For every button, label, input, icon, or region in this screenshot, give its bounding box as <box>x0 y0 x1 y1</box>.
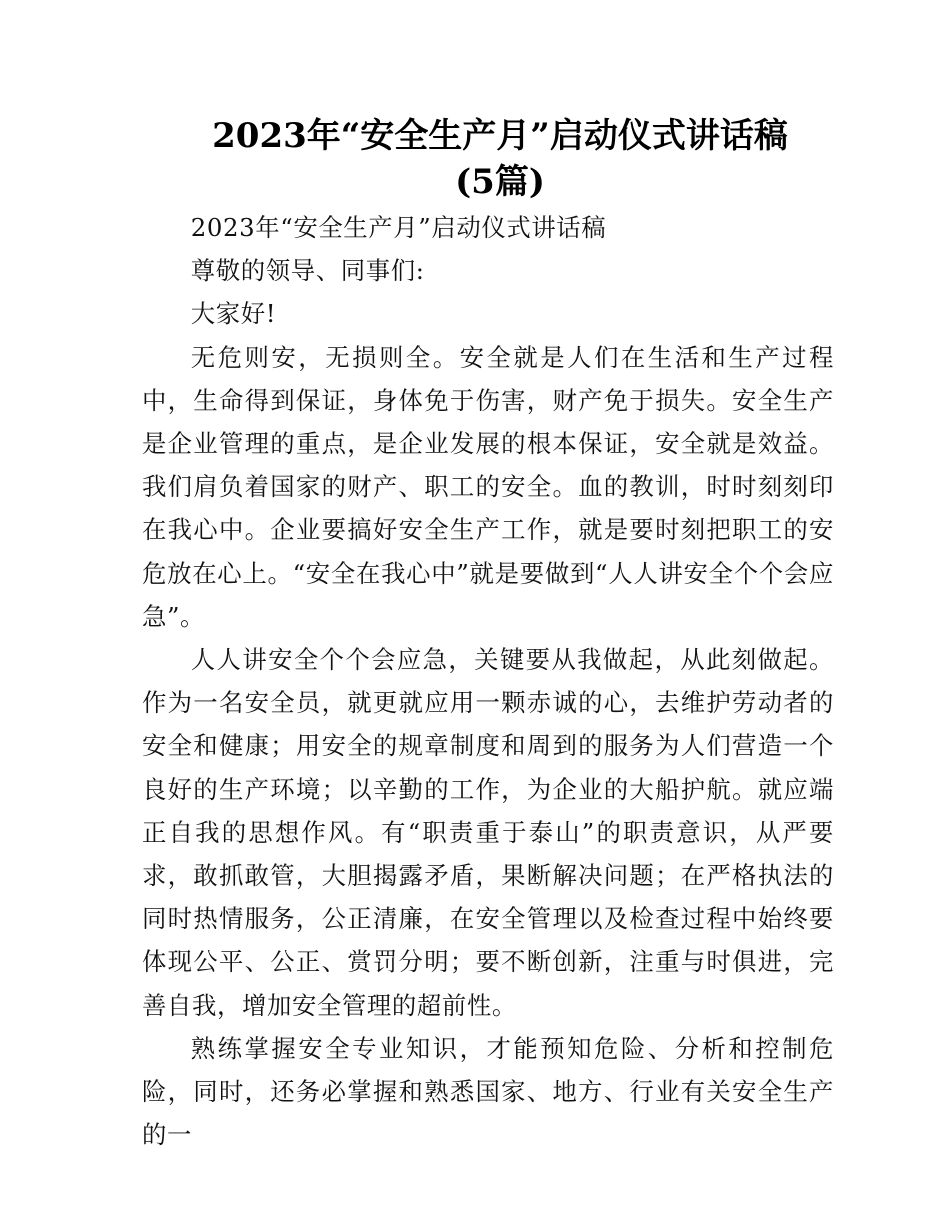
paragraph: 人人讲安全个个会应急，关键要从我做起，从此刻做起。作为一名安全员，就更就应用一颗赤诚的心，去维护劳动者的安全和健康；用安全的规章制度和周到的服务为人们营造一个良好的生产环境；以辛勤的工作，为企业的大船护航。就应端正自我的思想作风。有“职责重于泰山”的职责意识，从严要求，敢抓敢管，大胆揭露矛盾，果断解决问题；在严格执法的同时热情服务，公正清廉，在安全管理以及检查过程中始终要体现公平、公正、赏罚分明；要不断创新，注重与时俱进，完善自我，增加安全管理的超前性。 <box>142 645 834 1020</box>
document-title: 2023年“安全生产月”启动仪式讲话稿 <box>212 116 788 156</box>
paragraph: 熟练掌握安全专业知识，才能预知危险、分析和控制危险，同时，还务必掌握和熟悉国家、地方、行业有关安全生产的一 <box>142 1033 834 1150</box>
document-title-count: (5篇) <box>455 162 545 202</box>
paragraph-greeting: 大家好! <box>190 299 277 329</box>
paragraph-heading: 2023年“安全生产月”启动仪式讲话稿 <box>190 213 607 242</box>
paragraph: 无危则安，无损则全。安全就是人们在生活和生产过程中，生命得到保证，身体免于伤害，财产免于损失。安全生产是企业管理的重点，是企业发展的根本保证，安全就是效益。我们肩负着国家的财产、职工的安全。血的教训，时时刻刻印在我心中。企业要搞好安全生产工作，就是要时刻把职工的安危放在心上。“安全在我心中”就是要做到“人人讲安全个个会应急”。 <box>142 342 834 631</box>
paragraph-salutation: 尊敬的领导、同事们: <box>190 256 425 286</box>
document-body <box>142 206 834 1156</box>
